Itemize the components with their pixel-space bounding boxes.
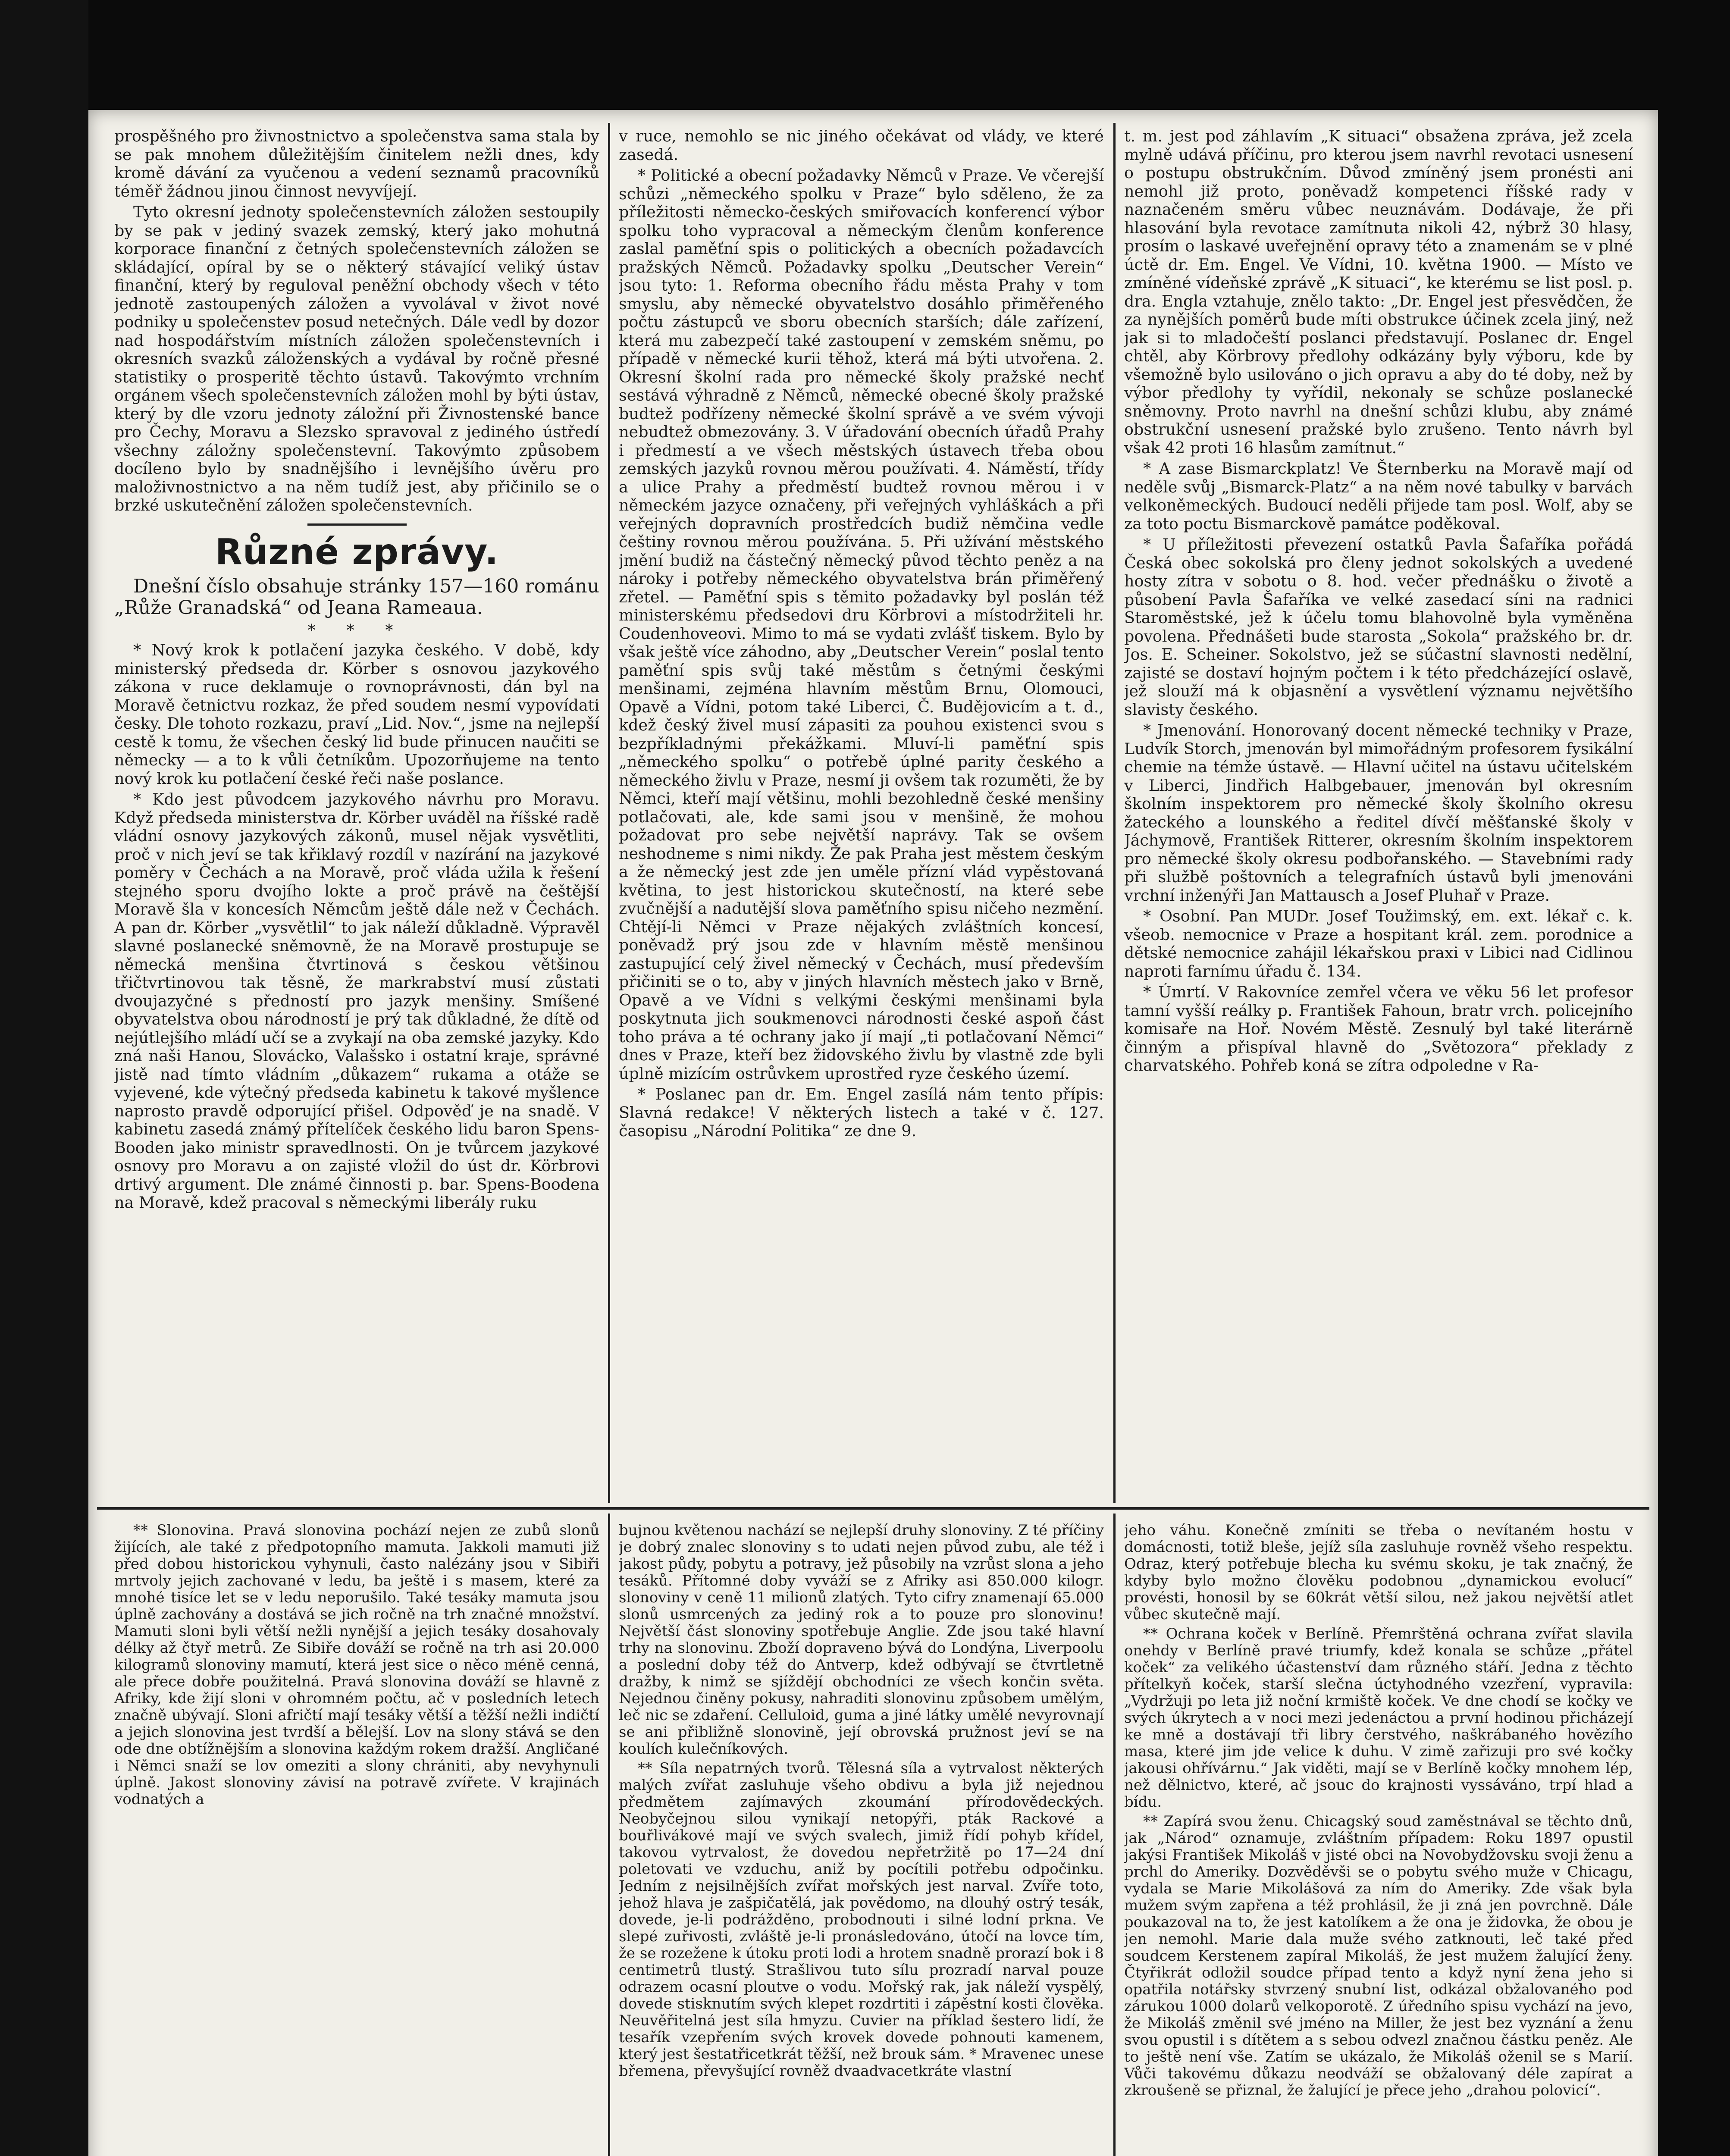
news-item: * Poslanec pan dr. Em. Engel zasílá nám tento přípis: Slavná redakce! V některých listech a také v č. 127. časopisu „Národní Politika“ ze dne 9. — [619, 1085, 1104, 1140]
bottom-column-2 — [619, 1522, 1104, 2156]
column-rule — [608, 123, 610, 1503]
section-heading: Různé zprávy. — [215, 531, 499, 573]
article-paragraph: Tyto okresní jednoty společenstevních záložen sestoupily by se pak v jediný svazek zemský, který jako mohutná korporace finanční z četných společenstevních záložen se skládající, opíral by se o některý stávající veliký ústav finanční, který by reguloval peněžní obchody všech v této jednotě zastoupených záložen a vyvolával v život nové podniky u společenstev posud netečných. Dále vedl by dozor nad hospodářstvím místních záložen společenstevních i okresních svazků záloženských a vydával by ročně přesné statistiky o prosperitě těchto ústavů. Takovýmto vrchním orgánem všech společenstevních záložen mohl by býti ústav, který by dle vzoru jednoty záložní při Živnostenské bance pro Čechy, Moravu a Slezsko spravoval z jediného ústředí všechny záložny společenstevní. Takovýmto způsobem docíleno bylo by snadnějšího i levnějšího úvěru pro maloživnostnictvo a na něm tudíž jest, aby přičinilo se o brzké uskutečnění záložen společenstevních. — [114, 203, 599, 514]
feuilleton-item: bujnou květenou nachází se nejlepší druhy slonoviny. Z té příčiny je dobrý znalec slonoviny s to udati nejen původ zubu, ale též i jakost půdy, pobytu a potravy, jež působily na vzrůst slona a jeho tesáků. Přítomné doby vyváží se z Afriky asi 850.000 kilogr. slonoviny v ceně 11 milionů zlatých. Tyto cifry znamenají 65.000 slonů usmrcených za jediný rok a to pouze pro slonovinu! Největší část slonoviny spotřebuje Anglie. Zde jsou také hlavní trhy na slonovinu. Zboží dopraveno bývá do Londýna, Liverpoolu a poslední doby též do Antverp, kdež odbývají se čtvrtletně dražby, k nimž se sjíždějí obchodníci ze všech končin světa. Nejednou činěny pokusy, nahraditi slonovinu způsobem umělým, leč nic se zdaření. Celluloid, guma a jiné látky umělé nevyrovnají se ani přibližně slonovině, její obrovská pružnost jeví se na koulích kulečníkových. — [619, 1522, 1104, 1758]
top-column-3 — [1124, 127, 1633, 1501]
newspaper-page — [88, 110, 1658, 2156]
column-rule — [1113, 1514, 1116, 2156]
top-column-2 — [619, 127, 1104, 1501]
novel-notice: Dnešní číslo obsahuje stránky 157—160 románu „Růže Granadská“ od Jeana Rameaua. — [114, 575, 599, 619]
feuilleton-item: ** Slonovina. Pravá slonovina pochází nejen ze zubů slonů žijících, ale také z předpotopního mamuta. Jakkoli mamuti již před dobou historickou vyhynuli, často nalézány jsou v Sibiři mrtvoly jejich zachované v ledu, ba ještě i s masem, které za mnohé tisíce let se v ledu neporušilo. Také tesáky mamuta jsou úplně zachovány a dostává se jich ročně na trh značné množství. Mamuti sloni byli větší nežli nynější a jejich tesáky dosahovaly délky až čtyř metrů. Ze Sibiře dováží se ročně na trh asi 20.000 kilogramů slonoviny mamutí, která jest sice o něco méně cenná, ale přece dobře použitelná. Pravá slonovina dováží se hlavně z Afriky, kde žijí sloni v ohromném počtu, ač v posledních letech značně ubývají. Sloni afričtí mají tesáky větší a těžší nežli indičtí a jejich slonovina jest tvrdší a bělejší. Lov na slony stává se den ode dne obtížnějším a slonovina každým rokem dražší. Angličané i Němci snaží se lov omeziti a slony chrániti, aby nevyhynuli úplně. Jakost slonoviny závisí na potravě zvířete. V krajinách vodnatých a — [114, 1522, 599, 1808]
news-item: * Jmenování. Honorovaný docent německé techniky v Praze, Ludvík Storch, jmenován byl mimořádným profesorem fysikální chemie na témže ústavě. — Hlavní učitel na ústavu učitelském v Liberci, Jindřich Halbgebauer, jmenován byl okresním školním inspektorem pro německé školy školního okresu žateckého a lounského a ředitel dívčí měšťanské školy v Jáchymově, František Ritterer, okresním školním inspektorem pro německé školy okresu podbořanského. — Stavebními rady při službě poštovních a telegrafních ústavů byli jmenováni vrchní inženýři Jan Mattausch a Josef Pluhař v Praze. — [1124, 721, 1633, 905]
bottom-column-1 — [114, 1522, 599, 2156]
news-item: * A zase Bismarckplatz! Ve Šternberku na Moravě mají od neděle svůj „Bismarck-Platz“ a na něm nové tabulky v barvách velkoněmeckých. Budoucí neděli přijede tam posl. Wolf, aby se za toto poctu Bismarckově památce poděkoval. — [1124, 459, 1633, 533]
column-rule — [1113, 123, 1116, 1503]
article-paragraph: t. m. jest pod záhlavím „K situaci“ obsažena zpráva, jež zcela mylně udává příčinu, pro kterou jsem navrhl revotaci usnesení o postupu obstrukčním. Důvod zmíněný jsem pronésti ani nemohl již proto, poněvadž kompetenci říšské rady v naznačeném směru vůbec neuznávám. Dodávaje, že při hlasování byla revotace zamítnuta nikoli 42, nýbrž 30 hlasy, prosím o laskavé uveřejnění opravy této a znamenám se v plné úctě dr. Em. Engel. Ve Vídni, 10. května 1900. — Místo ve zmíněné vídeňské zprávě „K situaci“, ke kterému se list posl. p. dra. Engla vztahuje, znělo takto: „Dr. Engel jest přesvědčen, že za nynějších poměrů bude míti obstrukce účinek zcela jiný, než jak si to mladočeští poslanci představují. Poslanec dr. Engel chtěl, aby Körbrovy předlohy odkázány byly výboru, kde by všemožně bylo usilováno o jich opravu a aby do té doby, než by výbor předlohy ty vyřídil, nekonaly se schůze poslanecké sněmovny. Proto navrhl na dnešní schůzi klubu, aby známé obstrukční usnesení pražské bylo zrušeno. Tento návrh byl však 42 proti 16 hlasům zamítnut.“ — [1124, 127, 1633, 457]
news-item: * Osobní. Pan MUDr. Josef Toužimský, em. ext. lékař c. k. všeob. nemocnice v Praze a hospitant král. zem. porodnice a dětské nemocnice zahájil lékařskou praxi v Libici nad Cidlinou naproti farnímu úřadu č. 134. — [1124, 907, 1633, 981]
bottom-column-3 — [1124, 1522, 1633, 2156]
scan-border — [0, 0, 88, 2156]
section-rule — [97, 1507, 1649, 1510]
article-paragraph: v ruce, nemohlo se nic jiného očekávat od vlády, ve které zasedá. — [619, 127, 1104, 164]
column-rule — [608, 1514, 610, 2156]
feuilleton-item: ** Ochrana koček v Berlíně. Přemrštěná ochrana zvířat slavila onehdy v Berlíně pravé triumfy, kdež konala se schůze „přátel koček“ za velikého účastenství dam různého stáří. Jedna z těchto přítelkyň koček, starší slečna úctyhodného vzezření, vypravila: „Vydržuji po leta již noční krmiště koček. Ve dne chodí se kočky ve svých úkrytech a v noci mezi jedenáctou a první hodinou přicházejí ke mně a dostávají tři libry čerstvého, naškrábaného hovězího masa, které jim jde velice k duhu. V zimě zařizuji pro své kočky jakousi ohřívárnu.“ Jak viděti, mají se v Berlíně kočky mnohem lép, než dělnictvo, které, ač jsouc do krajnosti vyssáváno, trpí hlad a bídu. — [1124, 1625, 1633, 1811]
article-paragraph: prospěšného pro živnostnictvo a společenstva sama stala by se pak mnohem důležitějším činitelem nežli dnes, kdy kromě dávání za vyučenou a vedení seznamů pracovníků téměř žádnou jinou činnost nevyvíjejí. — [114, 127, 599, 201]
top-column-1 — [114, 127, 599, 1501]
feuilleton-item: jeho váhu. Konečně zmíniti se třeba o nevítaném hostu v domácnosti, totiž bleše, jejíž síla zasluhuje rovněž všeho respektu. Odraz, který potřebuje blecha ku svému skoku, je tak značný, že kdyby bylo možno člověku podobnou „dynamickou evolucí“ provésti, honosil by se 60krát větší silou, než jakou největší atlet vůbec skutečně mají. — [1124, 1522, 1633, 1623]
news-item: * Úmrtí. V Rakovníce zemřel včera ve věku 56 let profesor tamní vyšší reálky p. František Fahoun, bratr vrch. policejního komisaře na Hoř. Novém Městě. Zesnulý byl také literárně činným a přispíval hlavně do „Světozora“ překlady z charvatského. Pohřeb koná se zítra odpoledne v Ra- — [1124, 983, 1633, 1075]
news-item: * Nový krok k potlačení jazyka českého. V době, kdy ministerský předseda dr. Körber s osnovou jazykového zákona v ruce deklamuje o rovnoprávnosti, dán byl na Moravě četnictvu rozkaz, že před soudem nesmí vypovídati česky. Dle tohoto rozkazu, praví „Lid. Nov.“, jsme na nejlepší cestě k tomu, že všechen český lid bude přinucen naučiti se německy — a to k vůli četníkům. Upozorňujeme na tento nový krok ku potlačení české řeči naše poslance. — [114, 641, 599, 788]
feuilleton-item: ** Síla nepatrných tvorů. Tělesná síla a vytrvalost některých malých zvířat zasluhuje všeho obdivu a byla již nejednou předmětem zajímavých zkoumání přírodovědeckých. Neobyčejnou silou vynikají netopýři, pták Rackové a bouřlivákové mají ve svých svalech, jimiž řídí pohyb křídel, takovou vytrvalost, že dovedou nepřetržitě po 17—24 dní poletovati ve vzduchu, aniž by pocítili potřebu odpočinku. Jedním z nejsilnějších zvířat mořských jest narval. Zvíře toto, jehož hlava je zašpičatělá, jak povědomo, na dlouhý ostrý tesák, dovede, je-li podrážděno, probodnouti i silné lodní prkna. Ve slepé zuřivosti, zvláště je-li pronásledováno, útočí na lovce tím, že se rozežene k útoku proti lodi a hrotem snadně prorazí bok i 8 centimetrů tlustý. Strašlivou tuto sílu prozradí narval pouze odrazem ocasní ploutve o vodu. Mořský rak, jak náleží vyspělý, dovede stisknutím svých klepet rozdrtiti i zápěstní kosti člověka. Neuvěřitelná jest síla hmyzu. Cuvier na příklad šestero lidí, že tesařík vzepřením svých krovek dovede pohnouti kamenem, který jest šestatřicetkrát těžší, než brouk sám. * Mravenec unese břemena, převyšující rovněž dvaadvacetkráte vlastní — [619, 1760, 1104, 2080]
feuilleton-item: ** Zapírá svou ženu. Chicagský soud zaměstnával se těchto dnů, jak „Národ“ oznamuje, zvláštním případem: Roku 1897 opustil jakýsi František Mikoláš v jisté obci na Novobydžovsku svoji ženu a prchl do Ameriky. Dozvěděvši se o pobytu svého muže v Chicagu, vydala se Marie Mikolášová za ním do Ameriky. Zde však byla mužem svým zapřena a též prohlásil, že ji zná jen povrchně. Dále poukazoval na to, že jest katolíkem a že ona je židovka, že obou je jen nemohl. Marie dala muže svého zatknouti, leč také před soudcem Kerstenem zapíral Mikoláš, že jest mužem žalující ženy. Čtyřikrát odložil soudce případ tento a když nyní žena jeho si opatřila notářsky stvrzený snubní list, odkázal obžalovaného pod zárukou 1000 dolarů velkoporotě. Z úředního spisu vychází na jevo, že Mikoláš změnil své jméno na Miller, že jest bez vyznání a ženu svou opustil i s dítětem a s sebou odvezl značnou částku peněz. Ale to ještě není vše. Zatím se ukázalo, že Mikoláš oženil se s Marií. Vůči takovému důkazu neodváží se obžalovaný déle zapírat a zkroušeně se přiznal, že žalující je přece jeho „drahou polovicí“. — [1124, 1813, 1633, 2099]
section-divider — [307, 523, 407, 526]
news-item: * Politické a obecní požadavky Němců v Praze. Ve včerejší schůzi „německého spolku v Praze“ bylo sděleno, že za příležitosti německo-českých smiřovacích konferencí výbor spolku toho vypracoval a německým členům konference zaslal paměťní spis o politických a obecních požadavcích pražských Němců. Požadavky spolku „Deutscher Verein“ jsou tyto: 1. Reforma obecního řádu města Prahy v tom smyslu, aby německé obyvatelstvo dosáhlo přiměřeného počtu zástupců ve sboru obecních starších; dále zařízení, která mu zabezpečí také zastoupení v zemském sněmu, po případě v německé kurii těhož, která má býti utvořena. 2. Okresní školní rada pro německé školy pražské nechť sestává výhradně z Němců, německé obecné školy pražské budtež podřízeny německé školní správě a ve svém vývoji nebudtež obmezovány. 3. V úřadování obecních úřadů Prahy i předmestí a ve všech městských ústavech třeba obou zemských jazyků rovnou měrou používati. 4. Náměstí, třídy a ulice Prahy a předměstí budtež rovnou měrou i v německém jazyce označeny, při veřejných vyhláškách a při veřejných dopravních prostředcích budiž němčina vedle češtiny rovnou měrou používána. 5. Při užívání městského jmění budiž na částečný německý původ těchto peněz a na nároky i potřeby německého obyvatelstva brán přiměřený zřetel. — Paměťní spis s těmito požadavky byl poslán též ministerskému předsedovi dru Körbrovi a místodržiteli hr. Coudenhoveovi. Mimo to má se vydati zvlášť tiskem. Bylo by však ještě více záhodno, aby „Deutscher Verein“ poslal tento paměťní spis svůj také městům s četnými českými menšinami, zejména hlavním městům Brnu, Olomouci, Opavě a Vídni, potom také Liberci, Č. Budějovicím a t. d., kdež český živel musí zápasiti za pouhou existenci svou s bezpříkladnými překážkami. Mluví-li paměťní spis „německého spolku“ o potřebě úplné parity českého a německého živlu v Praze, nesmí ji ovšem tak rozuměti, že by Němci, kteří mají většinu, mohli bezohledně české menšiny potlačovati, ale, kde sami jsou v menšině, že mohou požadovat pro sebe největší naprávy. Tak se ovšem neshodneme s nimi nikdy. Že pak Praha jest městem českým a že německý jest zde jen uměle přízní vlád vypěstovaná květina, to jest historickou skutečností, na které sebe zvučnější a nadutější slova paměťního spisu ničeho nezmění. Chtějí-li Němci v Praze nějakých zvláštních koncesí, poněvadž prý jsou zde v hlavním městě menšinou zastupující celý živel německý v Čechách, musí především přičiniti se o to, aby v jiných hlavních městech jako v Brně, Opavě a ve Vídni s velkými českými menšinami byla poskytnuta jich soukmenovci národnosti české aspoň část toho práva a té ochrany jako jí mají „ti potlačovaní Němci“ dnes v Praze, kteří bez židovského živlu by vlastně zde byli úplně mizícím ostrůvkem uprostřed ryze českého území. — [619, 166, 1104, 1083]
star-separator: * * * — [307, 620, 406, 639]
news-item: * Kdo jest původcem jazykového návrhu pro Moravu. Když předseda ministerstva dr. Körber uváděl na říšské radě vládní osnovy jazykových zákonů, musel nějak vysvětliti, proč v nich jeví se tak křiklavý rozdíl v nazírání na jazykové poměry v Čechách a na Moravě, proč vláda užila k řešení stejného sporu dvojího lokte a proč právě na češtější Moravě šla v koncesích Němcům ještě dále než v Čechách. A pan dr. Körber „vysvětlil“ to jak náleží důkladně. Výpravěl slavné poslanecké sněmovně, že na Moravě prostupuje se německá menšina čtvrtinová s českou většinou třičtvrtinovou tak těsně, že markrabství musí zůstati dvoujazyčné s předností pro jazyk menšiny. Smíšené obyvatelstva obou národností je prý tak důkladné, že dítě od nejútlejšího mládí učí se a zvykají na oba zemské jazyky. Kdo zná naši Hanou, Slovácko, Valašsko i ostatní kraje, správné jistě nad tímto vládním „důkazem“ rukama a otáže se vyjevené, kde výtečný předseda kabinetu k takové myšlence naprosto pravdě odporující přišel. Odpověď je na snadě. V kabinetu zasedá známý přítelíček českého lidu baron Spens-Booden jako ministr spravedlnosti. On je tvůrcem jazykové osnovy pro Moravu a on zajisté vložil do úst dr. Körbrovi drtivý argument. Dle známé činnosti p. bar. Spens-Boodena na Moravě, kdež pracoval s německými liberály ruku — [114, 790, 599, 1212]
news-item: * U příležitosti převezení ostatků Pavla Šafaříka pořádá Česká obec sokolská pro členy jednot sokolských a uvedené hosty zítra v sobotu o 8. hod. večer přednášku o životě a působení Pavla Šafaříka ve velké zasedací síni na radnici Staroměstské, jež k účelu tomu blahovolně byla vyměněna povolena. Přednášeti bude starosta „Sokola“ pražského br. dr. Jos. E. Scheiner. Sokolstvo, jež se súčastní slavnosti nedělní, zajisté se dostaví hojným počtem i k této předcházející oslavě, jež slouží má k objasnění a vysvětlení významu největšího slavisty českého. — [1124, 535, 1633, 719]
